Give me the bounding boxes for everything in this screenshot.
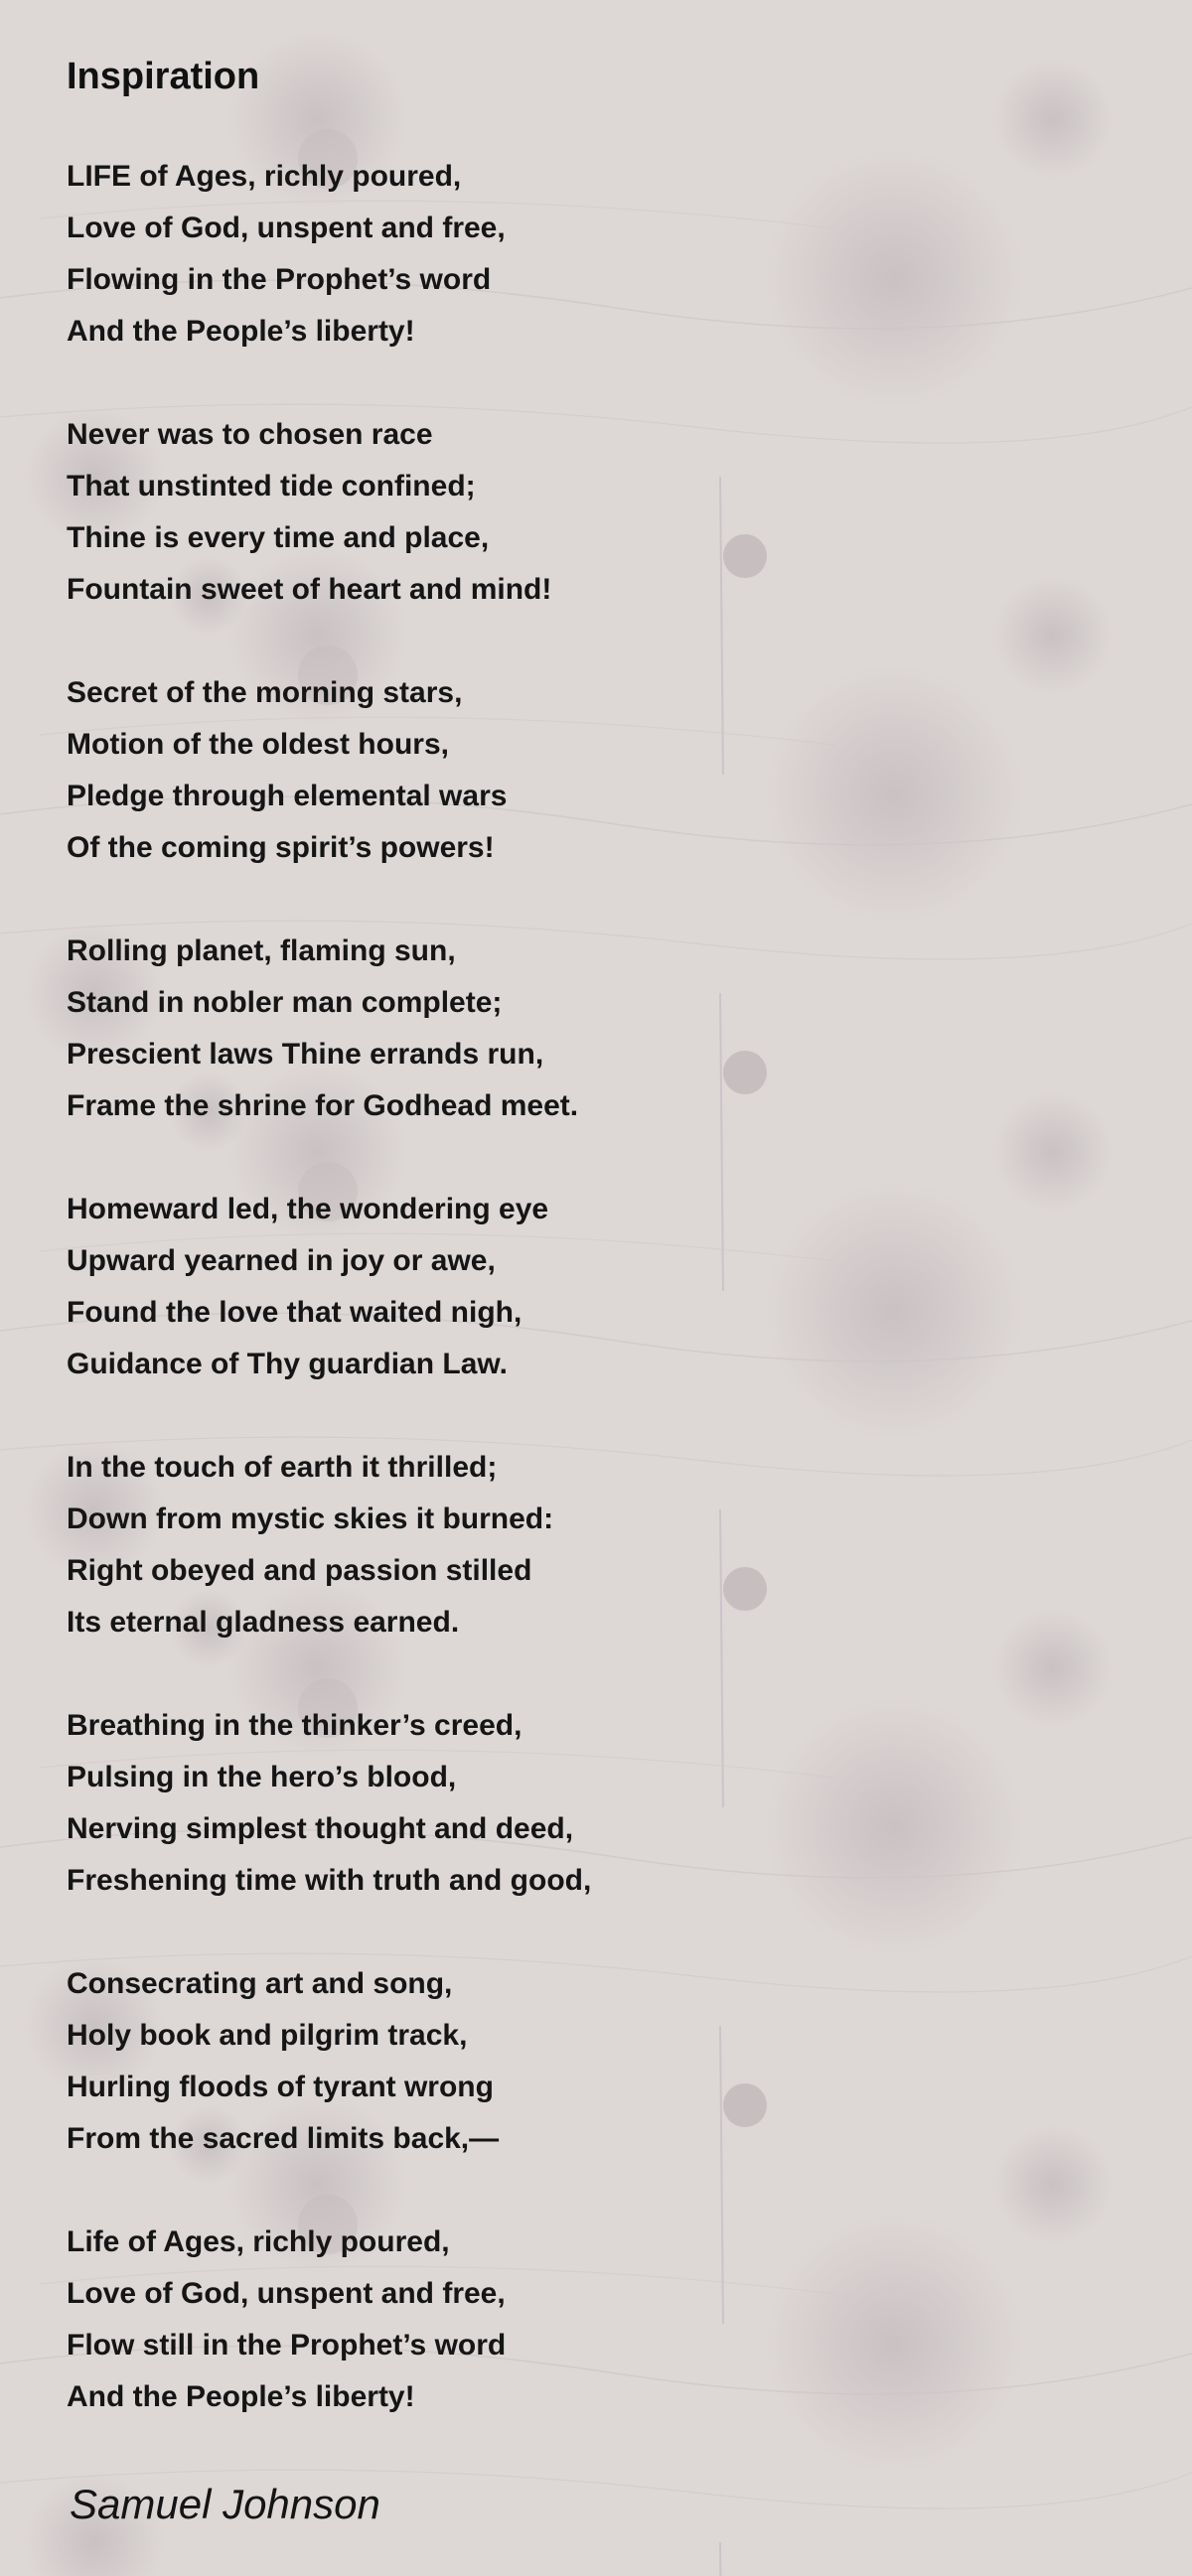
poem-line: Hurling floods of tyrant wrong [67, 2071, 494, 2103]
poem-line: Down from mystic skies it burned: [67, 1503, 554, 1535]
poem-line: Rolling planet, flaming sun, [67, 934, 456, 967]
poem-line: Holy book and pilgrim track, [67, 2019, 468, 2052]
poem-author: Samuel Johnson [70, 2481, 380, 2527]
poem-line: Upward yearned in joy or awe, [67, 1244, 496, 1277]
poem-line: Homeward led, the wondering eye [67, 1193, 549, 1225]
poem-line: Frame the shrine for Godhead meet. [67, 1089, 579, 1122]
poem-line: Never was to chosen race [67, 418, 433, 451]
poem-line: Love of God, unspent and free, [67, 2277, 506, 2310]
poem-line: Right obeyed and passion stilled [67, 1554, 532, 1587]
poem-line: Life of Ages, richly poured, [67, 2225, 450, 2258]
stanza [67, 1700, 1192, 1907]
poem-line: Found the love that waited nigh, [67, 1296, 522, 1329]
poem-line: Secret of the morning stars, [67, 676, 463, 709]
stanza [67, 151, 1192, 358]
poem-line: Of the coming spirit’s powers! [67, 831, 495, 864]
poem-line: Fountain sweet of heart and mind! [67, 573, 552, 606]
poem-line: Thine is every time and place, [67, 521, 490, 554]
poem-line: Pledge through elemental wars [67, 780, 508, 812]
poem-line: Pulsing in the hero’s blood, [67, 1761, 457, 1793]
poem-line: Motion of the oldest hours, [67, 728, 449, 761]
poem-line: And the People’s liberty! [67, 315, 415, 348]
stanza [67, 2217, 1192, 2423]
poem-line: In the touch of earth it thrilled; [67, 1451, 498, 1484]
poem-line: Stand in nobler man complete; [67, 986, 503, 1019]
poem-line: Flowing in the Prophet’s word [67, 263, 492, 296]
poem-line: Freshening time with truth and good, [67, 1864, 592, 1897]
poem-title: Inspiration [67, 56, 260, 97]
stanza [67, 409, 1192, 616]
stanza [67, 1442, 1192, 1648]
poem-line: From the sacred limits back,— [67, 2122, 500, 2155]
stanza [67, 1184, 1192, 1390]
poem-line: Guidance of Thy guardian Law. [67, 1348, 508, 1380]
poem-line: Flow still in the Prophet’s word [67, 2329, 507, 2361]
stanza [67, 926, 1192, 1132]
poem-line: Its eternal gladness earned. [67, 1606, 460, 1639]
poem-line: And the People’s liberty! [67, 2380, 415, 2413]
poem-line: That unstinted tide confined; [67, 470, 476, 502]
poem-line: Consecrating art and song, [67, 1967, 453, 2000]
stanza [67, 667, 1192, 874]
poem-line: Love of God, unspent and free, [67, 212, 506, 244]
stanza [67, 1958, 1192, 2165]
poem-line: Nerving simplest thought and deed, [67, 1812, 574, 1845]
poem-line: LIFE of Ages, richly poured, [67, 160, 462, 193]
poem-body [67, 151, 1192, 2423]
poem-line: Breathing in the thinker’s creed, [67, 1709, 522, 1742]
poem-line: Prescient laws Thine errands run, [67, 1038, 544, 1071]
